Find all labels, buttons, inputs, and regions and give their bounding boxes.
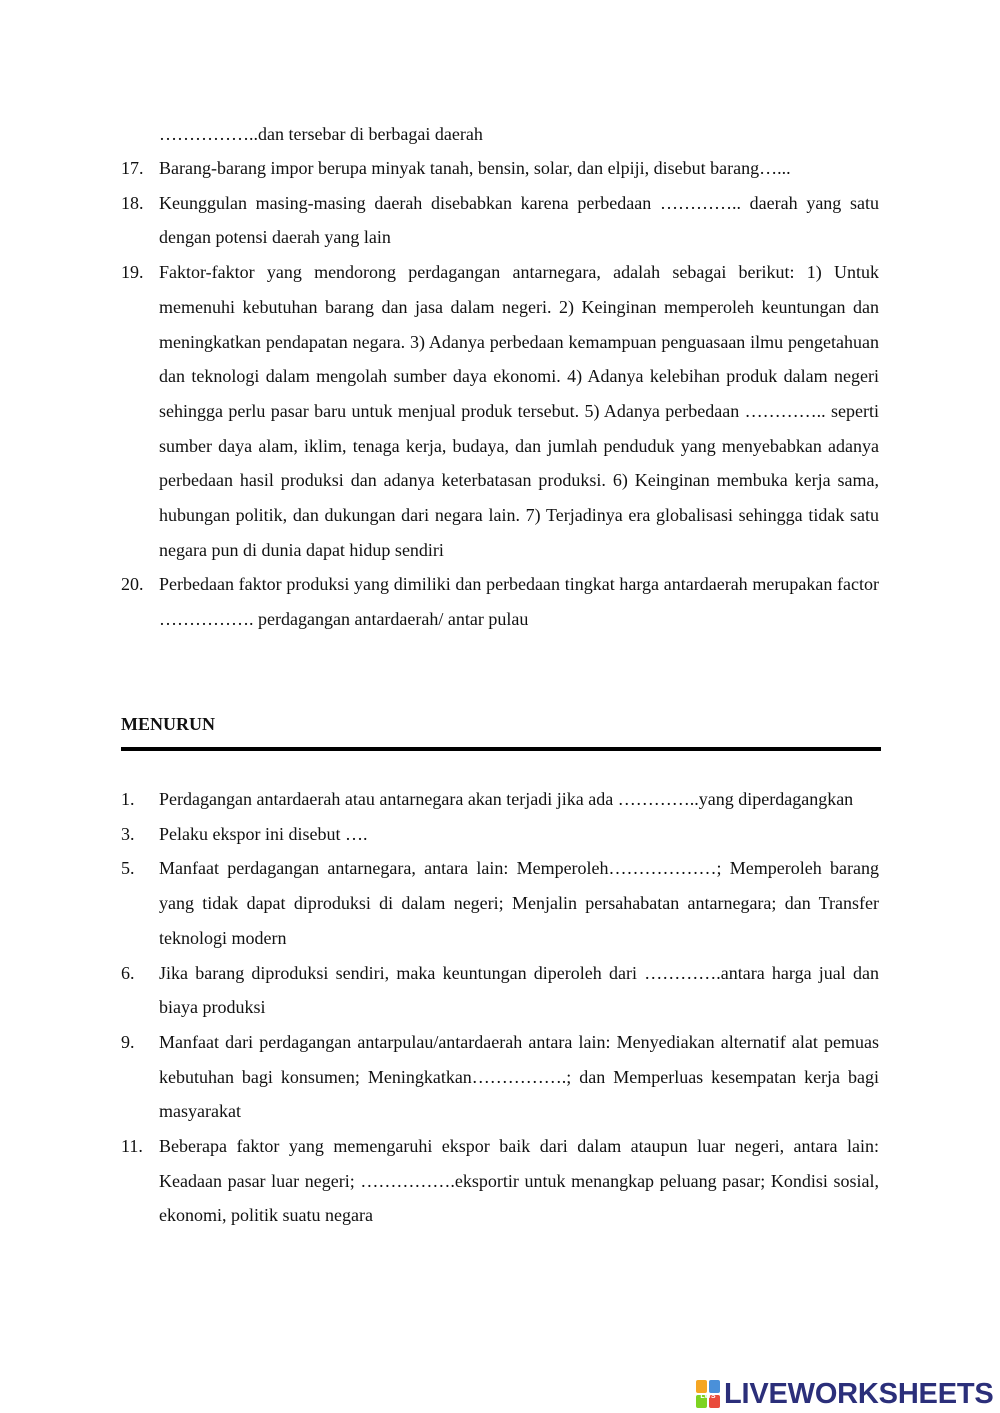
section-divider <box>121 747 881 751</box>
question-number: 1. <box>121 789 135 809</box>
question-text: Manfaat perdagangan antarnegara, antara lain: Memperoleh………………; Memperoleh barang yang tidak dapat diproduksi di dalam negeri; Menjalin persahabatan antarnegara; dan Transfer teknologi modern <box>159 858 879 948</box>
question-item-6 <box>121 956 879 1025</box>
question-item-20 <box>121 567 879 636</box>
question-text: Faktor-faktor yang mendorong perdagangan antarnegara, adalah sebagai berikut: 1) Untuk memenuhi kebutuhan barang dan jasa dalam negeri. 2) Keinginan memperoleh keuntungan dan meningkatkan pendapatan negara. 3) Adanya perbedaan kemampuan penguasaan ilmu pengetahuan dan teknologi dalam mengolah sumber daya ekonomi. 4) Adanya kelebihan produk dalam negeri sehingga perlu pasar baru untuk menjual produk tersebut. 5) Adanya perbedaan ………….. seperti sumber daya alam, iklim, tenaga kerja, budaya, dan jumlah penduduk yang menyebabkan adanya perbedaan hasil produksi dan adanya keterbatasan produksi. 6) Keinginan membuka kerja sama, hubungan politik, dan dukungan dari negara lain. 7) Terjadinya era globalisasi sehingga tidak satu negara pun di dunia dapat hidup sendiri <box>159 262 879 560</box>
question-text: Pelaku ekspor ini disebut …. <box>159 823 368 844</box>
question-item-11 <box>121 1129 879 1233</box>
question-number: 19. <box>121 262 144 283</box>
brand-name: LIVEWORKSHEETS <box>724 1378 994 1410</box>
question-text: Perdagangan antardaerah atau antarnegara akan terjadi jika ada …………..yang diperdagangkan <box>159 789 854 809</box>
section-heading-menurun: MENURUN <box>121 714 215 734</box>
question-item-1 <box>121 782 879 817</box>
question-number: 20. <box>121 574 144 595</box>
continuation-line: ……………..dan tersebar di berbagai daerah <box>159 124 483 144</box>
question-text: Perbedaan faktor produksi yang dimiliki dan perbedaan tingkat harga antardaerah merupakan factor ……………. perdagangan antardaerah/ antar pulau <box>159 574 879 630</box>
question-number: 18. <box>121 192 144 213</box>
logo-lettering: LWS <box>700 1393 716 1400</box>
question-item-5 <box>121 851 879 955</box>
question-text: Manfaat dari perdagangan antarpulau/antardaerah antara lain: Menyediakan alternatif alat pemuas kebutuhan bagi konsumen; Meningkatkan…………….; dan Memperluas kesempatan kerja bagi masyarakat <box>159 1031 879 1122</box>
question-item-17 <box>121 151 879 186</box>
question-number: 5. <box>121 858 135 879</box>
logo-tile <box>696 1380 707 1393</box>
question-number: 11. <box>121 1136 143 1157</box>
liveworksheets-brand[interactable] <box>696 1377 994 1411</box>
question-number: 6. <box>121 962 135 983</box>
question-item-9 <box>121 1025 879 1129</box>
logo-tile <box>709 1380 720 1393</box>
question-text: Beberapa faktor yang memengaruhi ekspor baik dari dalam ataupun luar negeri, antara lain: Keadaan pasar luar negeri; …………….eksportir untuk menangkap peluang pasar; Kondisi sosial, ekonomi, politik suatu negara <box>159 1136 879 1226</box>
question-item-18 <box>121 186 879 255</box>
question-list-down <box>121 782 879 1233</box>
liveworksheets-logo-icon <box>696 1380 720 1408</box>
question-number: 3. <box>121 823 135 844</box>
question-item-19 <box>121 255 879 567</box>
question-text: Keunggulan masing-masing daerah disebabkan karena perbedaan ………….. daerah yang satu dengan potensi daerah yang lain <box>159 192 879 248</box>
question-list-across <box>121 151 879 637</box>
question-number: 17. <box>121 158 144 178</box>
question-text: Jika barang diproduksi sendiri, maka keuntungan diperoleh dari ………….antara harga jual dan biaya produksi <box>159 962 879 1018</box>
question-item-3 <box>121 817 879 852</box>
question-text: Barang-barang impor berupa minyak tanah, bensin, solar, dan elpiji, disebut barang…... <box>159 158 791 178</box>
question-number: 9. <box>121 1031 135 1052</box>
